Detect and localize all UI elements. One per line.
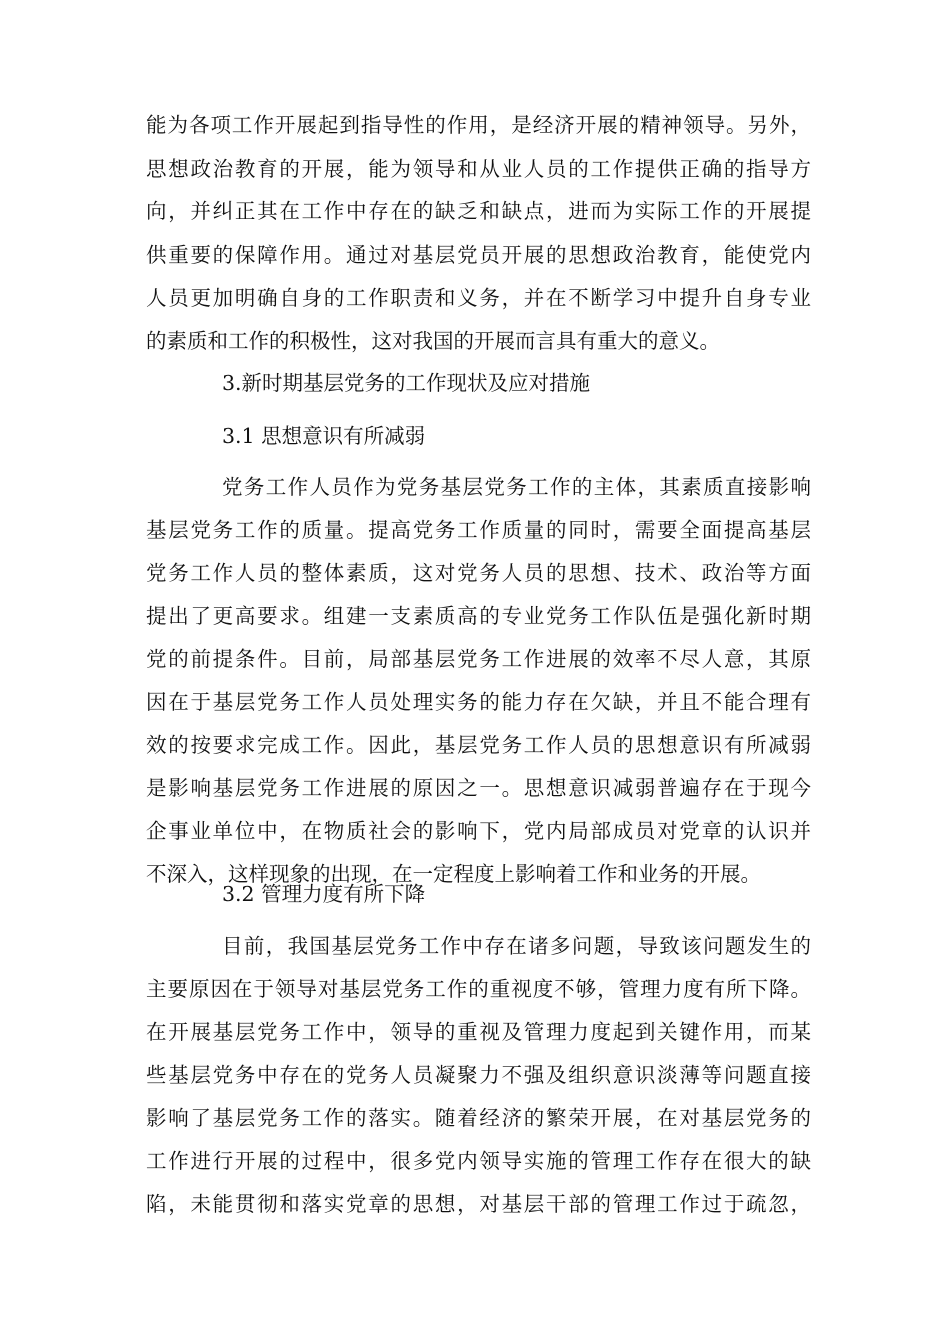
paragraph-2-line-2: 基层党务工作的质量。提高党务工作质量的同时，需要全面提高基层 (146, 518, 811, 542)
paragraph-3-line-7: 陷，未能贯彻和落实党章的思想，对基层干部的管理工作过于疏忽， (146, 1192, 811, 1216)
paragraph-3-line-2: 主要原因在于领导对基层党务工作的重视度不够，管理力度有所下降。 (146, 977, 811, 1001)
paragraph-3-line-1: 目前，我国基层党务工作中存在诸多问题，导致该问题发生的 (222, 934, 811, 958)
section-heading-3-1: 3.1 思想意识有所减弱 (222, 424, 426, 448)
paragraph-1-line-2: 思想政治教育的开展，能为领导和从业人员的工作提供正确的指导方 (146, 157, 811, 181)
paragraph-1-line-4: 供重要的保障作用。通过对基层党员开展的思想政治教育，能使党内 (146, 243, 811, 267)
paragraph-1-line-3: 向，并纠正其在工作中存在的缺乏和缺点，进而为实际工作的开展提 (146, 199, 811, 223)
paragraph-1-line-1: 能为各项工作开展起到指导性的作用，是经济开展的精神领导。另外， (146, 113, 811, 137)
paragraph-1-line-6: 的素质和工作的积极性，这对我国的开展而言具有重大的意义。 (146, 329, 720, 353)
paragraph-2-line-6: 因在于基层党务工作人员处理实务的能力存在欠缺，并且不能合理有 (146, 690, 811, 714)
paragraph-3-line-4: 些基层党务中存在的党务人员凝聚力不强及组织意识淡薄等问题直接 (146, 1063, 811, 1087)
paragraph-3-line-6: 工作进行开展的过程中，很多党内领导实施的管理工作存在很大的缺 (146, 1149, 811, 1173)
paragraph-2-line-4: 提出了更高要求。组建一支素质高的专业党务工作队伍是强化新时期 (146, 604, 811, 628)
paragraph-2-line-9: 企事业单位中，在物质社会的影响下，党内局部成员对党章的认识并 (146, 819, 811, 843)
paragraph-2-line-10: 不深入，这样现象的出现，在一定程度上影响着工作和业务的开展。 (146, 862, 761, 886)
paragraph-3-line-5: 影响了基层党务工作的落实。随着经济的繁荣开展，在对基层党务的 (146, 1106, 811, 1130)
section-heading-3: 3.新时期基层党务的工作现状及应对措施 (222, 371, 591, 395)
paragraph-2-line-3: 党务工作人员的整体素质，这对党务人员的思想、技术、政治等方面 (146, 561, 811, 585)
paragraph-2-line-1: 党务工作人员作为党务基层党务工作的主体，其素质直接影响 (222, 475, 811, 499)
paragraph-1-line-5: 人员更加明确自身的工作职责和义务，并在不断学习中提升自身专业 (146, 286, 811, 310)
paragraph-3-line-3: 在开展基层党务工作中，领导的重视及管理力度起到关键作用，而某 (146, 1020, 811, 1044)
paragraph-2-line-5: 党的前提条件。目前，局部基层党务工作进展的效率不尽人意，其原 (146, 647, 811, 671)
paragraph-2-line-8: 是影响基层党务工作进展的原因之一。思想意识减弱普遍存在于现今 (146, 776, 811, 800)
paragraph-2-line-7: 效的按要求完成工作。因此，基层党务工作人员的思想意识有所减弱 (146, 733, 811, 757)
section-heading-3-2: 3.2 管理力度有所下降 (222, 882, 426, 906)
